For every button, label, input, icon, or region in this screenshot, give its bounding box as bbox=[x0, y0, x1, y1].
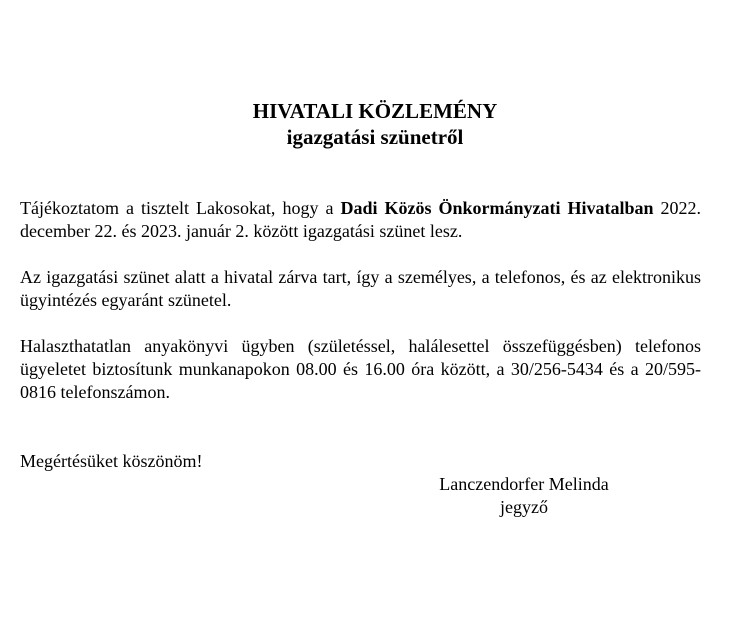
paragraph-closure: Az igazgatási szünet alatt a hivatal zárva tart, így a személyes, a telefonos, és az elektronikus ügyintézés egyaránt szünetel. bbox=[20, 267, 701, 310]
closing-line: Megértésüket köszönöm! bbox=[20, 451, 203, 471]
signature-block bbox=[400, 473, 648, 519]
paragraph-announcement bbox=[20, 197, 701, 243]
notice-subtitle: igazgatási szünetről bbox=[286, 125, 464, 149]
paragraph-announcement-dates: 2022. december 22. és 2023. január 2. között igazgatási szünet lesz. bbox=[20, 198, 702, 241]
paragraph-announcement-intro: Tájékoztatom a tisztelt Lakosokat, hogy a bbox=[20, 198, 341, 218]
office-name: Dadi Közös Önkormányzati Hivatalban bbox=[340, 198, 654, 218]
title-block bbox=[0, 98, 750, 150]
signatory-role: jegyző bbox=[500, 497, 548, 517]
notice-title: HIVATALI KÖZLEMÉNY bbox=[252, 99, 498, 123]
signatory-name: Lanczendorfer Melinda bbox=[439, 474, 609, 494]
paragraph-emergency-duty: Halaszthatatlan anyakönyvi ügyben (születéssel, halálesettel összefüggésben) telefonos ügyeletet biztosítunk munkanapokon 08.00 és 16.00 óra között, a 30/256-5434 és a 20/595-0816 telefonszámon. bbox=[20, 336, 701, 402]
